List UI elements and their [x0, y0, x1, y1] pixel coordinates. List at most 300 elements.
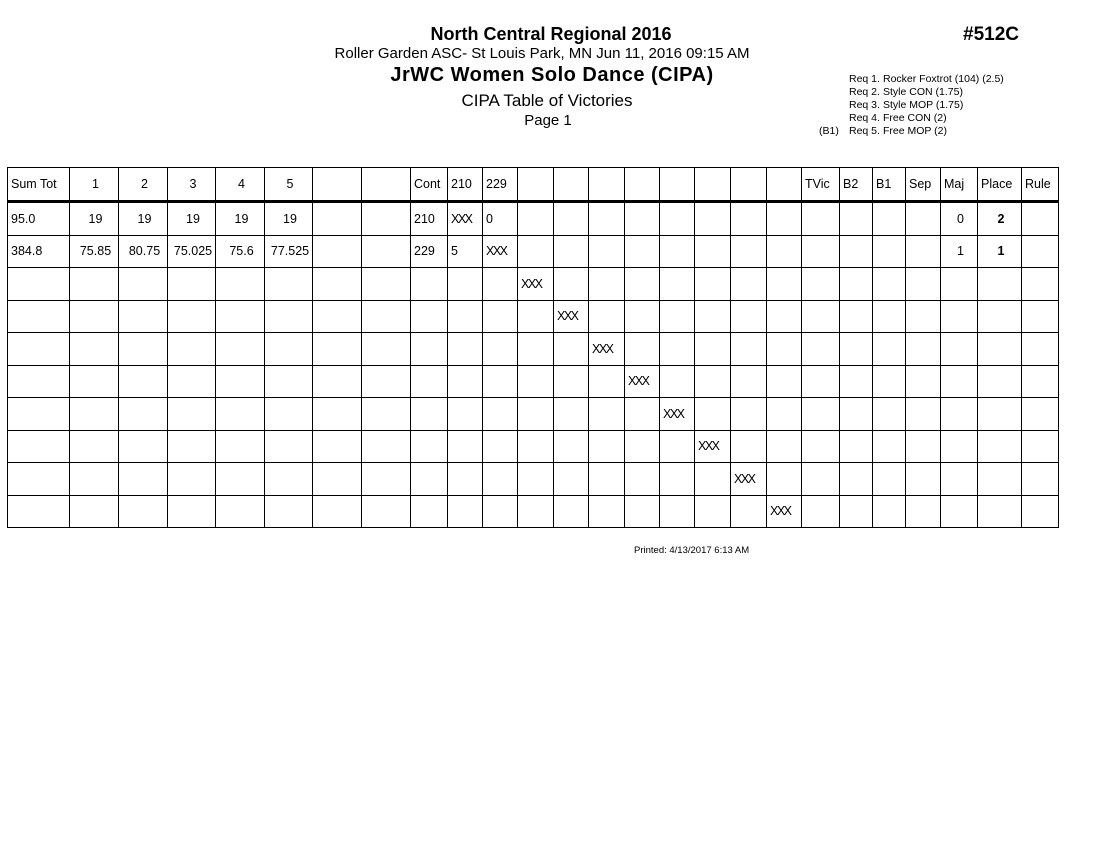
table-cell	[625, 463, 660, 496]
table-cell	[8, 430, 70, 463]
table-cell	[978, 300, 1022, 333]
requirement-text: Style MOP (1.75)	[883, 99, 964, 111]
table-cell	[589, 235, 625, 268]
table-cell	[731, 333, 767, 366]
table-cell: 2	[978, 202, 1022, 236]
table-cell	[589, 300, 625, 333]
table-cell	[941, 333, 978, 366]
table-cell	[119, 495, 168, 528]
table-cell	[840, 463, 873, 496]
table-cell	[695, 495, 731, 528]
column-header: 1	[70, 168, 119, 202]
column-header	[554, 168, 589, 202]
printed-timestamp: Printed: 4/13/2017 6:13 AM	[634, 545, 750, 556]
table-cell	[802, 235, 840, 268]
table-cell	[119, 365, 168, 398]
table-cell	[168, 495, 216, 528]
table-cell	[554, 495, 589, 528]
table-cell	[554, 430, 589, 463]
table-cell	[731, 398, 767, 431]
table-cell	[767, 333, 802, 366]
column-header: TVic	[802, 168, 840, 202]
column-header	[767, 168, 802, 202]
table-cell	[313, 300, 362, 333]
table-cell	[265, 463, 313, 496]
table-cell	[518, 495, 554, 528]
table-cell	[518, 202, 554, 236]
table-cell	[518, 235, 554, 268]
table-cell	[1022, 268, 1059, 301]
column-header	[731, 168, 767, 202]
table-cell	[625, 300, 660, 333]
table-cell	[1022, 333, 1059, 366]
table-cell	[873, 430, 906, 463]
table-cell	[119, 300, 168, 333]
column-header: Sum Tot	[8, 168, 70, 202]
table-cell	[802, 268, 840, 301]
table-cell	[168, 300, 216, 333]
table-cell	[978, 430, 1022, 463]
table-cell	[168, 398, 216, 431]
table-cell: 75.6	[216, 235, 265, 268]
table-cell	[362, 202, 411, 236]
table-cell	[978, 495, 1022, 528]
table-cell	[313, 202, 362, 236]
table-cell	[518, 430, 554, 463]
requirement-text: Free CON (2)	[883, 112, 947, 124]
table-cell	[70, 430, 119, 463]
table-cell	[362, 235, 411, 268]
table-cell	[8, 463, 70, 496]
table-row	[8, 268, 1059, 301]
table-cell: 80.75	[119, 235, 168, 268]
table-cell	[802, 202, 840, 236]
table-cell	[802, 430, 840, 463]
table-cell	[362, 333, 411, 366]
table-cell	[70, 365, 119, 398]
table-cell	[448, 300, 483, 333]
table-cell	[70, 398, 119, 431]
column-header: 4	[216, 168, 265, 202]
table-cell	[313, 463, 362, 496]
table-cell	[70, 300, 119, 333]
table-cell	[589, 398, 625, 431]
table-cell	[906, 202, 941, 236]
table-cell	[840, 398, 873, 431]
table-cell: 0	[941, 202, 978, 236]
table-cell	[589, 202, 625, 236]
table-cell	[802, 300, 840, 333]
column-header: Sep	[906, 168, 941, 202]
table-cell	[873, 202, 906, 236]
table-cell	[695, 235, 731, 268]
table-cell	[1022, 365, 1059, 398]
column-header: 229	[483, 168, 518, 202]
table-cell	[8, 333, 70, 366]
table-cell	[731, 268, 767, 301]
table-cell	[695, 268, 731, 301]
table-cell: 384.8	[8, 235, 70, 268]
requirement-label: Req 2.	[849, 86, 880, 98]
table-cell	[8, 398, 70, 431]
table-cell	[660, 300, 695, 333]
table-cell	[589, 365, 625, 398]
table-cell: 19	[216, 202, 265, 236]
table-cell	[411, 333, 448, 366]
table-cell	[625, 430, 660, 463]
table-cell	[1022, 430, 1059, 463]
table-of-victories	[7, 167, 1059, 528]
table-cell: 77.525	[265, 235, 313, 268]
table-cell	[411, 463, 448, 496]
column-header: 5	[265, 168, 313, 202]
table-cell	[168, 430, 216, 463]
table-cell	[802, 398, 840, 431]
table-cell	[8, 495, 70, 528]
table-cell	[625, 495, 660, 528]
table-cell	[941, 398, 978, 431]
table-cell	[119, 268, 168, 301]
table-cell	[265, 398, 313, 431]
table-cell	[906, 463, 941, 496]
venue-line: Roller Garden ASC- St Louis Park, MN Jun 11, 2016 09:15 AM	[334, 45, 750, 62]
self-comparison-mark: XXX	[483, 235, 518, 268]
table-cell	[695, 365, 731, 398]
table-cell	[265, 268, 313, 301]
event-number: #512C	[963, 24, 1019, 45]
table-cell	[731, 430, 767, 463]
table-cell	[840, 268, 873, 301]
event-title: North Central Regional 2016	[430, 24, 672, 44]
table-cell: 229	[411, 235, 448, 268]
table-cell	[362, 268, 411, 301]
table-cell	[589, 495, 625, 528]
table-row	[8, 235, 1059, 268]
table-cell	[216, 398, 265, 431]
table-cell	[448, 268, 483, 301]
table-cell	[978, 463, 1022, 496]
self-comparison-mark: XXX	[448, 202, 483, 236]
table-cell: 19	[119, 202, 168, 236]
table-cell: 19	[70, 202, 119, 236]
table-cell	[313, 365, 362, 398]
table-cell	[1022, 202, 1059, 236]
table-cell: 75.025	[168, 235, 216, 268]
table-cell	[802, 463, 840, 496]
table-cell	[625, 333, 660, 366]
table-cell	[660, 430, 695, 463]
table-cell	[625, 268, 660, 301]
table-cell	[265, 430, 313, 463]
table-cell	[518, 365, 554, 398]
column-header: Cont	[411, 168, 448, 202]
self-comparison-mark: XXX	[554, 300, 589, 333]
requirement-item	[819, 112, 1039, 125]
table-cell	[767, 463, 802, 496]
table-cell	[119, 430, 168, 463]
table-cell: 19	[168, 202, 216, 236]
header-row	[8, 168, 1059, 202]
table-cell	[216, 365, 265, 398]
table-row	[8, 463, 1059, 496]
table-cell	[554, 398, 589, 431]
self-comparison-mark: XXX	[518, 268, 554, 301]
table-cell	[625, 235, 660, 268]
self-comparison-mark: XXX	[625, 365, 660, 398]
table-cell	[840, 235, 873, 268]
column-header	[518, 168, 554, 202]
table-cell	[70, 495, 119, 528]
table-cell	[941, 300, 978, 333]
table-cell	[483, 495, 518, 528]
column-header: Rule	[1022, 168, 1059, 202]
table-cell	[767, 300, 802, 333]
table-cell	[216, 300, 265, 333]
table-cell	[483, 430, 518, 463]
table-cell	[448, 333, 483, 366]
table-cell	[448, 365, 483, 398]
table-cell	[168, 463, 216, 496]
table-cell	[483, 398, 518, 431]
column-header: B1	[873, 168, 906, 202]
column-header	[625, 168, 660, 202]
table-cell	[840, 202, 873, 236]
table-cell	[518, 333, 554, 366]
table-cell	[840, 365, 873, 398]
competition-title: JrWC Women Solo Dance (CIPA)	[390, 64, 714, 86]
table-cell	[625, 398, 660, 431]
column-header	[313, 168, 362, 202]
table-cell	[802, 495, 840, 528]
self-comparison-mark: XXX	[695, 430, 731, 463]
table-cell	[906, 235, 941, 268]
table-cell	[873, 268, 906, 301]
table-cell: 19	[265, 202, 313, 236]
table-cell	[119, 333, 168, 366]
column-header: 3	[168, 168, 216, 202]
table-cell	[840, 430, 873, 463]
table-cell	[265, 365, 313, 398]
table-cell	[840, 495, 873, 528]
table-cell	[8, 268, 70, 301]
table-cell	[216, 268, 265, 301]
table-cell	[483, 268, 518, 301]
table-cell	[483, 365, 518, 398]
table-cell	[411, 268, 448, 301]
table-row	[8, 430, 1059, 463]
requirement-label: Req 5.	[849, 125, 880, 137]
table-cell: 0	[483, 202, 518, 236]
table-cell	[873, 463, 906, 496]
table-cell	[411, 365, 448, 398]
table-cell	[906, 495, 941, 528]
table-cell	[978, 333, 1022, 366]
table-cell	[362, 495, 411, 528]
table-cell	[362, 398, 411, 431]
table-row	[8, 398, 1059, 431]
column-header	[362, 168, 411, 202]
requirement-item	[819, 99, 1039, 112]
table-cell	[873, 235, 906, 268]
table-cell	[411, 398, 448, 431]
table-cell	[731, 495, 767, 528]
table-cell	[313, 268, 362, 301]
table-cell	[518, 463, 554, 496]
table-cell	[906, 398, 941, 431]
table-cell	[941, 365, 978, 398]
table-cell	[313, 495, 362, 528]
table-cell	[216, 495, 265, 528]
requirement-prefix: (B1)	[819, 125, 839, 137]
table-cell	[216, 463, 265, 496]
table-cell	[695, 202, 731, 236]
table-cell	[70, 268, 119, 301]
table-cell	[554, 268, 589, 301]
table-cell	[660, 202, 695, 236]
requirement-label: Req 1.	[849, 73, 880, 85]
table-cell	[216, 333, 265, 366]
table-cell	[518, 398, 554, 431]
page-label: Page 1	[524, 112, 572, 129]
table-cell: 210	[411, 202, 448, 236]
table-cell	[554, 235, 589, 268]
requirements-list	[819, 73, 1039, 138]
requirement-text: Rocker Foxtrot (104) (2.5)	[883, 73, 1004, 85]
table-cell	[941, 463, 978, 496]
table-cell	[313, 430, 362, 463]
table-cell	[731, 235, 767, 268]
table-cell	[660, 495, 695, 528]
table-cell	[695, 463, 731, 496]
table-cell	[448, 463, 483, 496]
table-cell	[873, 398, 906, 431]
table-cell	[695, 300, 731, 333]
table-cell	[660, 235, 695, 268]
table-cell	[168, 333, 216, 366]
table-cell	[483, 463, 518, 496]
table-cell	[411, 300, 448, 333]
table-cell	[8, 365, 70, 398]
table-cell	[978, 268, 1022, 301]
table-cell	[1022, 495, 1059, 528]
column-header	[695, 168, 731, 202]
table-cell: 5	[448, 235, 483, 268]
table-cell	[483, 333, 518, 366]
table-cell	[119, 398, 168, 431]
table-cell	[873, 365, 906, 398]
table-cell	[168, 365, 216, 398]
table-cell	[625, 202, 660, 236]
column-header: B2	[840, 168, 873, 202]
table-cell	[731, 365, 767, 398]
table-cell	[767, 365, 802, 398]
table-cell	[941, 495, 978, 528]
table-row	[8, 300, 1059, 333]
table-cell	[448, 398, 483, 431]
table-row	[8, 202, 1059, 236]
table-row	[8, 365, 1059, 398]
requirement-label: Req 4.	[849, 112, 880, 124]
table-cell	[362, 365, 411, 398]
table-cell	[265, 495, 313, 528]
table-cell	[767, 430, 802, 463]
table-cell	[906, 268, 941, 301]
table-cell	[70, 333, 119, 366]
table-row	[8, 495, 1059, 528]
requirement-text: Free MOP (2)	[883, 125, 947, 137]
table-cell	[554, 333, 589, 366]
table-cell	[767, 202, 802, 236]
table-cell	[660, 333, 695, 366]
table-cell	[1022, 300, 1059, 333]
table-cell	[660, 463, 695, 496]
report-title: CIPA Table of Victories	[461, 91, 633, 110]
table-cell	[216, 430, 265, 463]
table-cell	[840, 333, 873, 366]
table-cell	[873, 495, 906, 528]
column-header: 210	[448, 168, 483, 202]
table-cell	[978, 365, 1022, 398]
table-cell	[362, 463, 411, 496]
table-cell	[906, 300, 941, 333]
table-cell	[906, 365, 941, 398]
requirement-item	[819, 73, 1039, 86]
requirement-item	[819, 125, 1039, 138]
table-cell	[265, 300, 313, 333]
table-cell	[660, 268, 695, 301]
column-header: 2	[119, 168, 168, 202]
table-cell	[265, 333, 313, 366]
table-cell	[906, 333, 941, 366]
table-cell	[660, 365, 695, 398]
table-cell	[411, 495, 448, 528]
column-header	[589, 168, 625, 202]
table-cell	[695, 398, 731, 431]
table-cell	[941, 268, 978, 301]
table-cell	[313, 235, 362, 268]
table-cell	[873, 333, 906, 366]
table-cell	[767, 235, 802, 268]
table-cell	[119, 463, 168, 496]
table-cell	[1022, 235, 1059, 268]
table-cell	[695, 333, 731, 366]
column-header	[660, 168, 695, 202]
table-cell	[1022, 463, 1059, 496]
table-cell	[767, 268, 802, 301]
table-cell	[313, 398, 362, 431]
table-cell	[362, 300, 411, 333]
table-cell	[589, 430, 625, 463]
table-cell	[906, 430, 941, 463]
table-cell	[362, 430, 411, 463]
table-cell	[554, 202, 589, 236]
table-cell	[448, 430, 483, 463]
table-cell	[554, 365, 589, 398]
table-cell: 95.0	[8, 202, 70, 236]
table-cell	[731, 202, 767, 236]
table-row	[8, 333, 1059, 366]
table-cell: 1	[978, 235, 1022, 268]
table-cell	[731, 300, 767, 333]
table-cell	[873, 300, 906, 333]
table-cell	[840, 300, 873, 333]
table-cell	[1022, 398, 1059, 431]
self-comparison-mark: XXX	[589, 333, 625, 366]
table-cell	[767, 398, 802, 431]
self-comparison-mark: XXX	[660, 398, 695, 431]
table-cell: 75.85	[70, 235, 119, 268]
requirement-text: Style CON (1.75)	[883, 86, 963, 98]
